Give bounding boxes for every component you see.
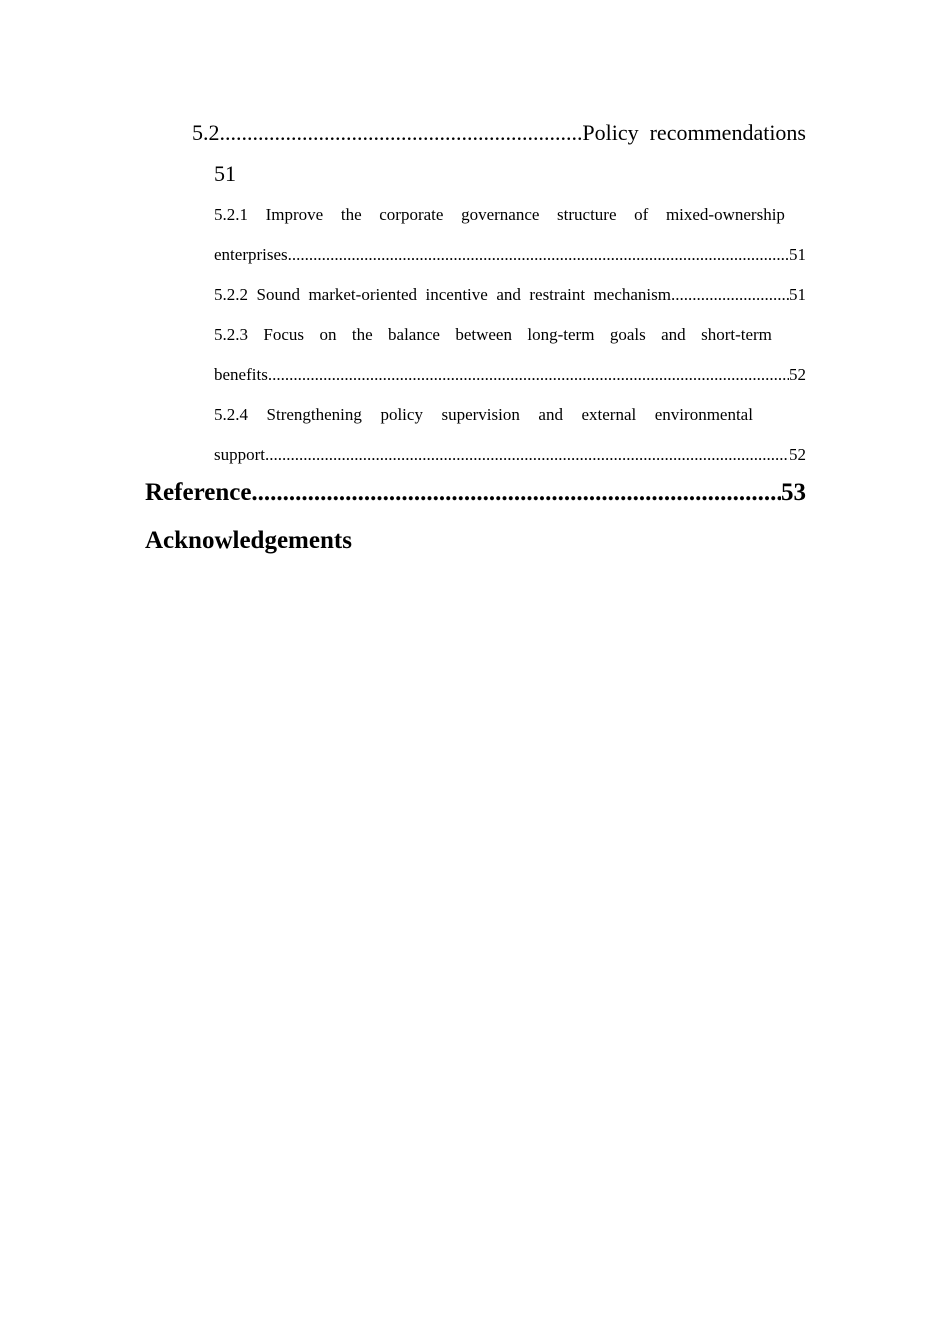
toc-entry-5-2-3-line1[interactable]: [214, 325, 772, 345]
toc-entry-acknowledgements[interactable]: [145, 527, 806, 555]
toc-word: the: [351, 325, 373, 344]
toc-entry-title: Acknowledgements: [145, 527, 352, 554]
toc-word: supervision: [441, 405, 520, 424]
toc-word: balance: [388, 325, 440, 344]
toc-entry-5-2-page[interactable]: [214, 161, 806, 187]
toc-word: Improve: [265, 205, 324, 224]
toc-word: of: [634, 205, 649, 224]
toc-leader-dots: [288, 245, 789, 265]
toc-page-number: 53: [781, 479, 806, 506]
toc-page-number: 52: [789, 445, 806, 464]
toc-entry-5-2-3-line2[interactable]: [214, 365, 806, 385]
toc-entry-5-2-4-line1[interactable]: [214, 405, 753, 425]
toc-leader-dots: [671, 285, 789, 305]
toc-word: the: [340, 205, 362, 224]
toc-leader-dots: [251, 479, 781, 507]
toc-word: 5.2.1: [214, 205, 248, 224]
toc-word: environmental: [654, 405, 753, 424]
toc-page-number: 52: [789, 365, 806, 384]
toc-entry-title: 5.2.2 Sound market-oriented incentive and restraint mechanism: [214, 285, 671, 304]
toc-section-title: Policy recommendations: [582, 120, 806, 145]
toc-word: goals: [609, 325, 646, 344]
toc-word: on: [319, 325, 337, 344]
toc-word: corporate: [379, 205, 444, 224]
toc-word: 5.2.4: [214, 405, 248, 424]
toc-word: and: [538, 405, 563, 424]
toc-leader-dots: [220, 120, 583, 146]
toc-section-number: 5.2: [192, 120, 220, 145]
toc-leader-dots: [265, 445, 789, 465]
toc-word: long-term: [527, 325, 595, 344]
toc-entry-5-2-1-line1[interactable]: [214, 205, 785, 225]
toc-entry-5-2-4-line2[interactable]: [214, 445, 806, 465]
toc-entry-5-2[interactable]: [192, 120, 806, 146]
toc-entry-title: enterprises: [214, 245, 288, 264]
toc-word: Focus: [263, 325, 305, 344]
toc-word: structure: [557, 205, 617, 224]
toc-word: governance: [461, 205, 540, 224]
toc-entry-title: support: [214, 445, 265, 464]
toc-word: policy: [380, 405, 423, 424]
toc-word: between: [455, 325, 512, 344]
toc-entry-reference[interactable]: [145, 479, 806, 507]
toc-word: short-term: [701, 325, 772, 344]
toc-page-number: 51: [789, 285, 806, 304]
toc-word: external: [581, 405, 637, 424]
toc-word: 5.2.3: [214, 325, 248, 344]
toc-word: Strengthening: [266, 405, 362, 424]
toc-entry-5-2-1-line2[interactable]: [214, 245, 806, 265]
toc-entry-title: benefits: [214, 365, 268, 384]
toc-word: and: [661, 325, 686, 344]
toc-page-number: 51: [789, 245, 806, 264]
toc-entry-title: Reference: [145, 479, 252, 506]
toc-word: mixed-ownership: [665, 205, 785, 224]
toc-entry-5-2-2[interactable]: [214, 285, 806, 305]
toc-leader-dots: [268, 365, 789, 385]
toc-page-number: 51: [214, 161, 236, 186]
